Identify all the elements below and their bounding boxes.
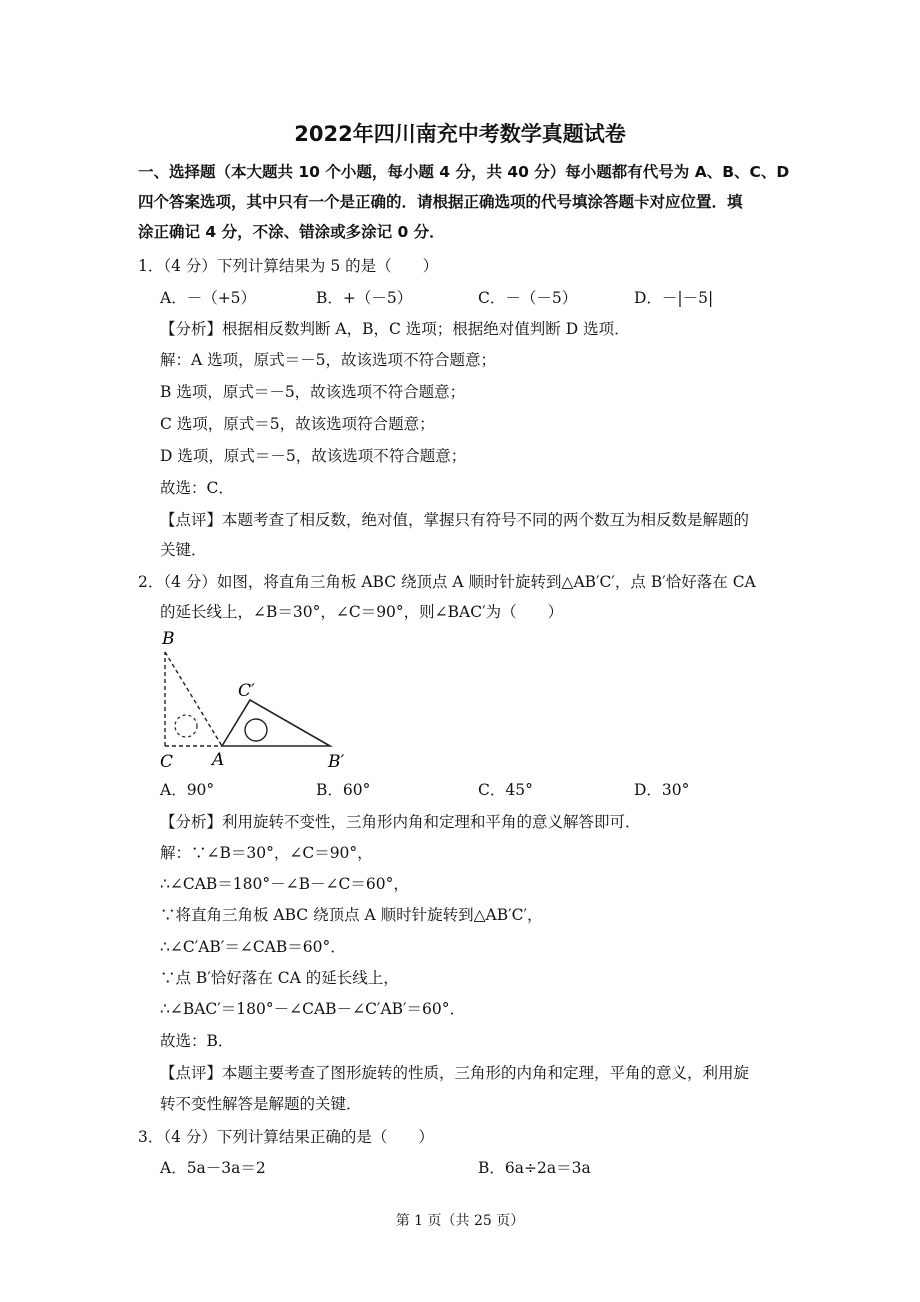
label-b: B: [162, 629, 175, 649]
q2-stem-line-2: 的延长线上，∠B＝30°，∠C＝90°，则∠BAC′为（ ）: [160, 603, 564, 621]
q1-analysis-line-3: B 选项，原式＝－5，故该选项不符合题意；: [160, 383, 466, 401]
q3-option-b: B．6a÷2a＝3a: [478, 1159, 591, 1177]
q2-analysis-line-2: 解：∵∠B＝30°，∠C＝90°，: [160, 844, 373, 862]
q1-option-c: C．－（－5）: [478, 289, 578, 307]
q3-option-a: A．5a－3a＝2: [160, 1159, 266, 1177]
q2-comment-line-2: 转不变性解答是解题的关键．: [160, 1095, 362, 1113]
q2-analysis-line-3: ∴∠CAB＝180°－∠B－∠C＝60°，: [160, 875, 409, 893]
page-footer: 第 1 页（共 25 页）: [395, 1213, 525, 1229]
label-c: C: [160, 752, 174, 772]
q2-option-c: C．45°: [478, 781, 533, 799]
q1-comment-line-1: 【点评】本题考查了相反数，绝对值，掌握只有符号不同的两个数互为相反数是解题的: [160, 511, 750, 529]
label-b-prime: B′: [328, 752, 345, 772]
q2-option-b: B．60°: [316, 781, 371, 799]
q2-comment-line-1: 【点评】本题主要考查了图形旋转的性质，三角形的内角和定理，平角的意义，利用旋: [160, 1064, 750, 1082]
label-a: A: [212, 750, 225, 770]
triangle-ab-prime-c-prime: [222, 700, 330, 746]
q2-analysis-line-5: ∴∠C′AB′＝∠CAB＝60°．: [160, 938, 346, 956]
q1-analysis-line-2: 解：A 选项，原式＝－5，故该选项不符合题意；: [160, 351, 496, 369]
q1-option-b: B．+（－5）: [316, 289, 413, 307]
q2-stem-line-1: 2．（4 分）如图，将直角三角板 ABC 绕顶点 A 顺时针旋转到△AB′C′，点 B′恰好落在 CA: [138, 573, 756, 591]
q2-analysis-line-6: ∵点 B′恰好落在 CA 的延长线上，: [160, 969, 399, 987]
q1-stem: 1．（4 分）下列计算结果为 5 的是（ ）: [138, 257, 439, 275]
q1-analysis-line-5: D 选项，原式＝－5，故该选项不符合题意；: [160, 447, 467, 465]
q1-comment-line-2: 关键．: [160, 541, 207, 559]
section-instruction-line-1: 一、选择题（本大题共 10 个小题，每小题 4 分，共 40 分）每小题都有代号为 A、B、C、D: [138, 163, 790, 181]
q1-option-d: D．－|－5|: [634, 289, 714, 307]
section-instruction-line-3: 涂正确记 4 分，不涂、错涂或多涂记 0 分．: [138, 223, 445, 241]
q1-option-a: A．－（+5）: [160, 289, 257, 307]
dashed-hole-circle: [175, 715, 197, 737]
solid-hole-circle: [245, 719, 267, 741]
q2-analysis-line-7: ∴∠BAC′＝180°－∠CAB－∠C′AB′＝60°．: [160, 1000, 466, 1018]
page-title: 2022年四川南充中考数学真题试卷: [294, 122, 626, 146]
q3-stem: 3．（4 分）下列计算结果正确的是（ ）: [138, 1128, 434, 1146]
q2-analysis-line-1: 【分析】利用旋转不变性，三角形内角和定理和平角的意义解答即可．: [160, 813, 641, 831]
q1-analysis-line-6: 故选：C．: [160, 479, 234, 497]
q2-analysis-line-8: 故选：B．: [160, 1032, 234, 1050]
q2-option-d: D．30°: [634, 781, 690, 799]
section-instruction-line-2: 四个答案选项，其中只有一个是正确的．请根据正确选项的代号填涂答题卡对应位置．填: [138, 193, 743, 211]
label-c-prime: C′: [238, 681, 255, 701]
q2-analysis-line-4: ∵将直角三角板 ABC 绕顶点 A 顺时针旋转到△AB′C′，: [160, 906, 543, 924]
segment-ba: [165, 652, 222, 746]
q1-analysis-line-4: C 选项，原式＝5，故该选项符合题意；: [160, 415, 435, 433]
q2-option-a: A．90°: [160, 781, 215, 799]
q1-analysis-line-1: 【分析】根据相反数判断 A，B，C 选项；根据绝对值判断 D 选项．: [160, 320, 630, 338]
rotated-triangle-figure: [150, 625, 370, 773]
